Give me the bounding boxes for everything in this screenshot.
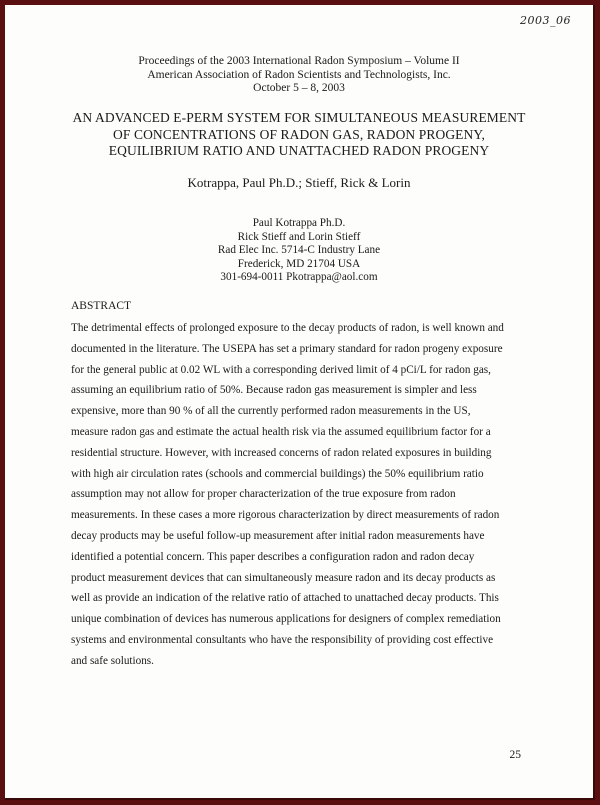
- paper-title: [25, 110, 573, 160]
- abstract-line: documented in the literature. The USEPA has set a primary standard for radon progeny exposure: [71, 342, 503, 355]
- proceedings-line: October 5 – 8, 2003: [253, 82, 345, 94]
- abstract-line: well as provide an indication of the relative ratio of attached to unattached decay products. This: [71, 592, 499, 605]
- abstract-line: assumption may not allow for proper characterization of the true exposure from radon: [71, 488, 456, 501]
- affiliation-line: Paul Kotrappa Ph.D.: [252, 217, 346, 229]
- abstract-line: decay products may be useful follow-up measurement after initial radon measurements have: [71, 529, 485, 542]
- abstract-line: unique combination of devices has numerous applications for designers of complex remediation: [71, 613, 501, 626]
- title-line: AN ADVANCED E-PERM SYSTEM FOR SIMULTANEOUS MEASUREMENT: [72, 110, 526, 125]
- abstract-line: residential structure. However, with increased concerns of radon related exposures in building: [71, 446, 492, 459]
- abstract-body: [71, 318, 543, 672]
- affiliation-line: Frederick, MD 21704 USA: [237, 257, 361, 270]
- title-line: EQUILIBRIUM RATIO AND UNATTACHED RADON PROGENY: [108, 143, 490, 158]
- abstract-line: assuming an equilibrium ratio of 50%. Because radon gas measurement is simpler and less: [71, 384, 477, 397]
- proceedings-header: [5, 55, 593, 96]
- abstract-line: and safe solutions.: [71, 654, 154, 667]
- handwritten-note: 2003_06: [520, 14, 571, 27]
- proceedings-line: American Association of Radon Scientists and Technologists, Inc.: [147, 68, 451, 81]
- document-page: [5, 5, 595, 800]
- abstract-line: The detrimental effects of prolonged exposure to the decay products of radon, is well known and: [71, 322, 504, 334]
- abstract-line: measure radon gas and estimate the actual health risk via the assumed equilibrium factor for a: [71, 425, 491, 438]
- abstract-line: product measurement devices that can simultaneously measure radon and its decay products as: [71, 571, 496, 584]
- abstract-heading: ABSTRACT: [71, 300, 132, 312]
- abstract-line: for the general public at 0.02 WL with a corresponding derived limit of 4 pCi/L for radon gas,: [71, 363, 491, 376]
- abstract-line: expensive, more than 90 % of all the currently performed radon measurements in the US,: [71, 405, 471, 418]
- page-number: 25: [509, 749, 521, 761]
- affiliation-block: [5, 217, 593, 285]
- title-line: OF CONCENTRATIONS OF RADON GAS, RADON PROGENY,: [113, 126, 485, 142]
- affiliation-line: Rick Stieff and Lorin Stieff: [237, 230, 361, 243]
- proceedings-line: Proceedings of the 2003 International Radon Symposium – Volume II: [138, 55, 460, 67]
- abstract-line: measurements. In these cases a more rigorous characterization by direct measurements of radon: [71, 509, 500, 522]
- affiliation-line: 301-694-0011 Pkotrappa@aol.com: [220, 271, 378, 283]
- affiliation-line: Rad Elec Inc. 5714-C Industry Lane: [217, 244, 381, 256]
- abstract-line: with high air circulation rates (schools and commercial buildings) the 50% equilibrium ratio: [71, 467, 484, 480]
- abstract-line: systems and environmental consultants who have the responsibility of providing cost effective: [71, 633, 494, 646]
- abstract-line: identified a potential concern. This paper describes a configuration radon and radon decay: [71, 550, 475, 563]
- author-list: Kotrappa, Paul Ph.D.; Stieff, Rick & Lorin: [187, 175, 411, 190]
